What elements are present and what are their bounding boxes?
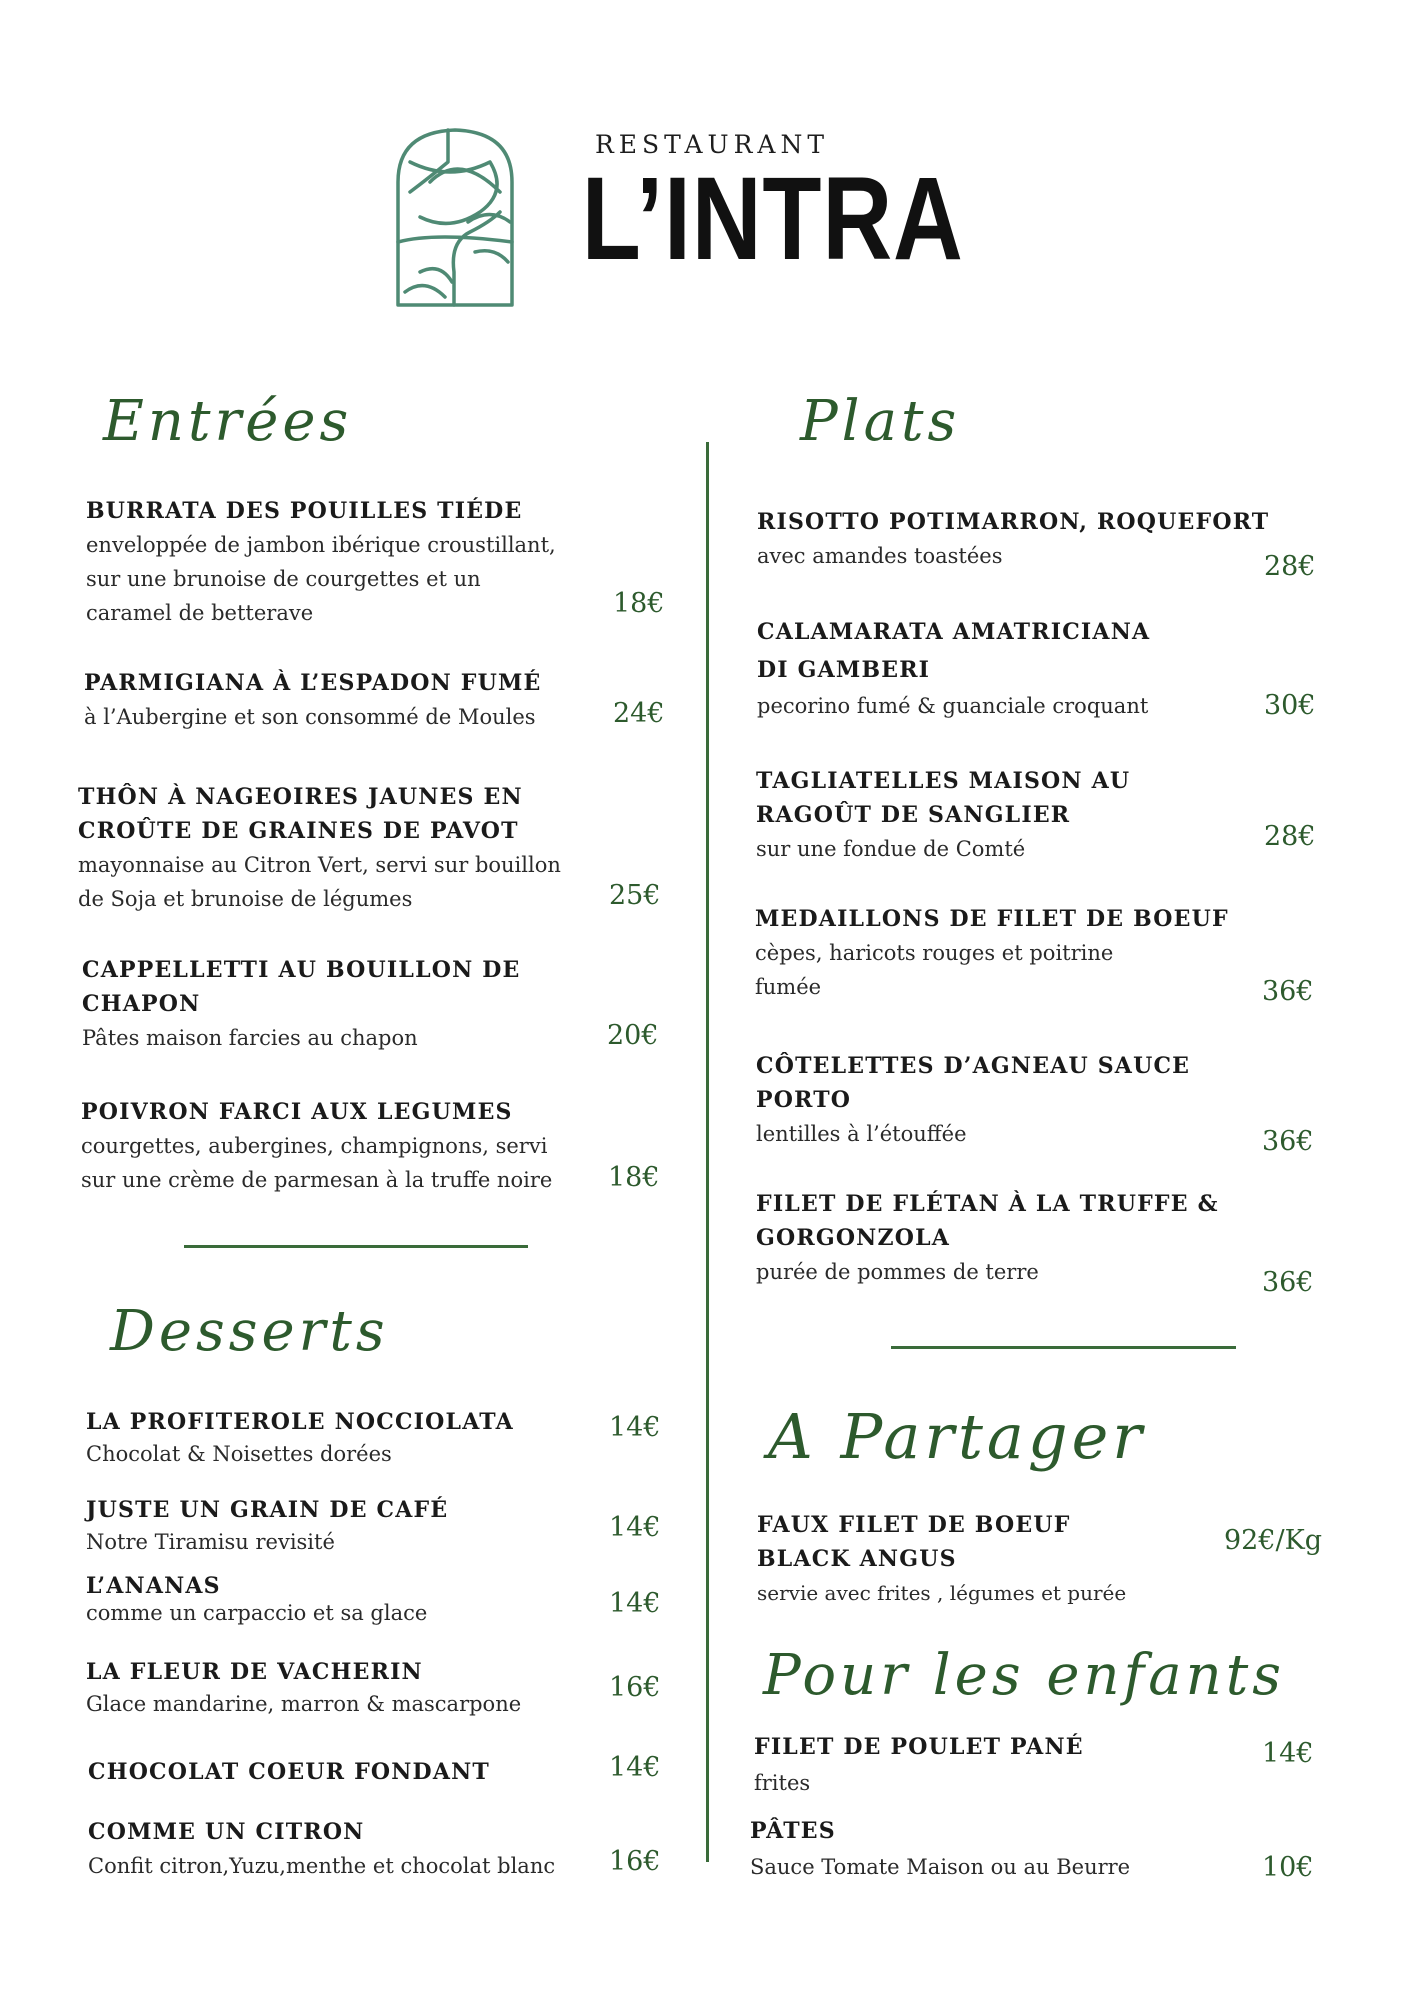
item-name: COMME UN CITRON <box>88 1819 365 1845</box>
item-name-line: CÔTELETTES D’AGNEAU SAUCE <box>756 1053 1191 1079</box>
item-price: 14€ <box>609 1752 661 1783</box>
item-desc: Chocolat & Noisettes dorées <box>86 1442 392 1466</box>
item-price: 36€ <box>1262 976 1314 1007</box>
item-name-line: DI GAMBERI <box>757 657 931 683</box>
item-desc: sur une fondue de Comté <box>756 837 1026 861</box>
item-desc: Sauce Tomate Maison ou au Beurre <box>750 1855 1131 1879</box>
item-price: 14€ <box>609 1588 661 1619</box>
section-divider <box>891 1346 1236 1349</box>
item-price: 14€ <box>1262 1738 1314 1769</box>
menu-item <box>757 1508 1297 1610</box>
menu-item <box>84 666 624 734</box>
item-name: CHOCOLAT COEUR FONDANT <box>88 1759 490 1785</box>
item-price: 24€ <box>613 698 665 729</box>
menu-item <box>756 1049 1296 1151</box>
item-name-line: THÔN À NAGEOIRES JAUNES EN <box>78 784 523 810</box>
menu-item <box>755 902 1295 1004</box>
item-name-line: CAPPELLETTI AU BOUILLON DE <box>82 957 521 983</box>
section-title-plats: Plats <box>800 389 961 454</box>
menu-item <box>88 1755 628 1789</box>
item-name <box>757 613 1297 689</box>
menu-item <box>756 764 1296 866</box>
item-price: 16€ <box>609 1846 661 1877</box>
item-price: 25€ <box>609 880 661 911</box>
item-desc: avec amandes toastées <box>757 544 1003 568</box>
item-name: FILET DE POULET PANÉ <box>754 1734 1084 1760</box>
section-divider <box>184 1245 528 1248</box>
item-name <box>78 780 618 848</box>
item-price: 92€/Kg <box>1224 1525 1323 1556</box>
menu-item <box>757 613 1297 723</box>
item-desc: fumée <box>755 975 822 999</box>
menu-item <box>757 505 1297 573</box>
item-desc: Notre Tiramisu revisité <box>86 1530 335 1554</box>
menu-item <box>86 1572 626 1626</box>
item-name-line: FAUX FILET DE BOEUF <box>757 1512 1071 1538</box>
item-name <box>756 1187 1296 1255</box>
item-desc: comme un carpaccio et sa glace <box>86 1601 428 1625</box>
menu-item <box>754 1730 1294 1802</box>
item-price: 36€ <box>1262 1267 1314 1298</box>
item-name: LA PROFITEROLE NOCCIOLATA <box>86 1409 514 1435</box>
item-name: LA FLEUR DE VACHERIN <box>86 1659 423 1685</box>
item-desc: enveloppée de jambon ibérique croustillant, <box>86 533 556 557</box>
item-name: POIVRON FARCI AUX LEGUMES <box>81 1099 513 1125</box>
item-desc: sur une crème de parmesan à la truffe noire <box>81 1168 553 1192</box>
item-desc: purée de pommes de terre <box>756 1260 1039 1284</box>
item-name-line: PORTO <box>756 1087 852 1113</box>
item-desc: pecorino fumé & guanciale croquant <box>757 694 1149 718</box>
item-name-line: FILET DE FLÉTAN À LA TRUFFE & <box>756 1191 1219 1217</box>
item-desc: servie avec frites , légumes et purée <box>757 1581 1127 1605</box>
item-desc: courgettes, aubergines, champignons, servi <box>81 1134 548 1158</box>
item-name <box>756 1049 1296 1117</box>
item-desc: lentilles à l’étouffée <box>756 1122 967 1146</box>
menu-item <box>756 1187 1296 1289</box>
item-price: 18€ <box>608 1162 660 1193</box>
item-desc: Glace mandarine, marron & mascarpone <box>86 1692 522 1716</box>
item-price: 18€ <box>613 588 665 619</box>
menu-item <box>86 1405 626 1469</box>
item-desc: sur une brunoise de courgettes et un <box>86 567 481 591</box>
item-price: 36€ <box>1262 1126 1314 1157</box>
item-desc: frites <box>754 1771 811 1795</box>
section-title-entrees: Entrées <box>103 389 353 454</box>
item-name: PARMIGIANA À L’ESPADON FUMÉ <box>84 670 542 696</box>
item-desc: de Soja et brunoise de légumes <box>78 887 413 911</box>
item-name <box>82 953 622 1021</box>
item-price: 14€ <box>609 1512 661 1543</box>
item-desc: cèpes, haricots rouges et poitrine <box>755 941 1114 965</box>
menu-item <box>86 1655 626 1719</box>
item-name-line: GORGONZOLA <box>756 1225 951 1251</box>
item-price: 14€ <box>609 1412 661 1443</box>
item-desc: Confit citron,Yuzu,menthe et chocolat blanc <box>88 1854 556 1878</box>
restaurant-name: L’INTRA <box>581 153 964 285</box>
section-title-enfants: Pour les enfants <box>763 1643 1285 1708</box>
item-desc: caramel de betterave <box>86 601 314 625</box>
item-price: 10€ <box>1262 1852 1314 1883</box>
item-name: PÂTES <box>750 1818 836 1844</box>
item-name: JUSTE UN GRAIN DE CAFÉ <box>86 1497 449 1523</box>
item-name-line: CALAMARATA AMATRICIANA <box>757 619 1151 645</box>
item-price: 20€ <box>607 1020 659 1051</box>
item-name <box>757 1508 1297 1576</box>
item-name: MEDAILLONS DE FILET DE BOEUF <box>755 906 1229 932</box>
item-name-line: CHAPON <box>82 991 201 1017</box>
column-divider <box>706 442 709 1862</box>
item-name: BURRATA DES POUILLES TIÉDE <box>86 498 523 524</box>
item-name-line: RAGOÛT DE SANGLIER <box>756 802 1071 828</box>
item-desc: Pâtes maison farcies au chapon <box>82 1026 418 1050</box>
item-name: L’ANANAS <box>86 1573 221 1599</box>
item-price: 28€ <box>1264 821 1316 852</box>
item-desc: à l’Aubergine et son consommé de Moules <box>84 705 536 729</box>
menu-item <box>82 953 622 1055</box>
item-price: 30€ <box>1264 690 1316 721</box>
menu-item <box>78 780 618 916</box>
restaurant-logo-icon <box>390 122 520 308</box>
item-name-line: BLACK ANGUS <box>757 1546 957 1572</box>
item-price: 28€ <box>1264 551 1316 582</box>
restaurant-label: RESTAURANT <box>594 130 830 159</box>
item-name <box>756 764 1296 832</box>
menu-item <box>88 1815 628 1883</box>
menu-item <box>86 494 626 630</box>
menu-item <box>86 1493 626 1557</box>
item-price: 16€ <box>609 1672 661 1703</box>
menu-item <box>81 1095 621 1197</box>
menu-item <box>750 1814 1290 1886</box>
section-title-partager: A Partager <box>768 1400 1146 1473</box>
section-title-desserts: Desserts <box>110 1299 389 1364</box>
item-desc: mayonnaise au Citron Vert, servi sur bouillon <box>78 853 561 877</box>
item-name-line: TAGLIATELLES MAISON AU <box>756 768 1131 794</box>
item-name: RISOTTO POTIMARRON, ROQUEFORT <box>757 509 1270 535</box>
item-name-line: CROÛTE DE GRAINES DE PAVOT <box>78 818 519 844</box>
